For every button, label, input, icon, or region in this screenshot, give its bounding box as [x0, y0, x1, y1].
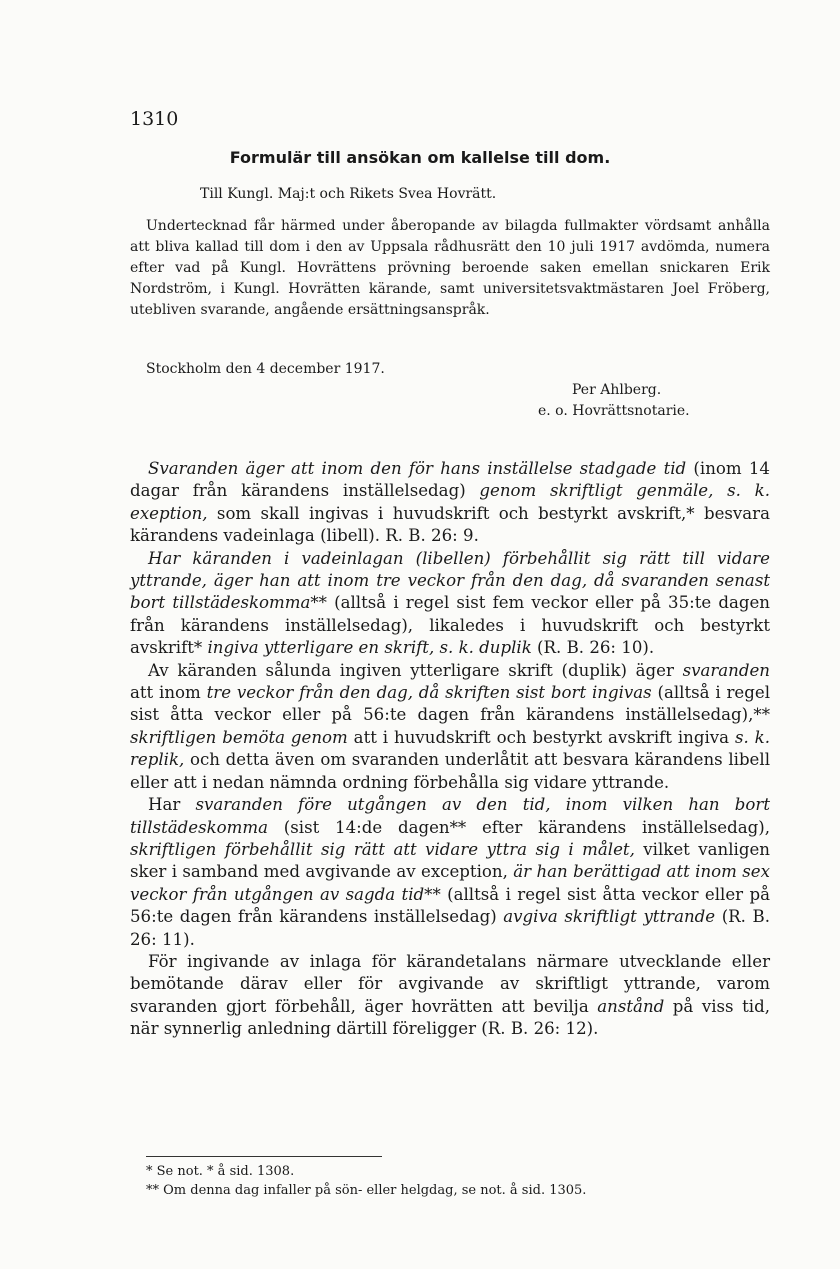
p5-italic-1: anstånd — [597, 996, 665, 1016]
p5-text-1: För ingivande av inlaga för kärandetalans närmare utvecklande eller bemötande därav eller för avgivande av skriftligt yttrande, varom svaranden gjort förbehåll, äger hovrätten att bevilja — [130, 951, 770, 1016]
p4-italic-1: svaranden före utgången av den tid, inom vilken han bort tillstädeskomma — [130, 795, 770, 837]
footnote-1: * Se not. * å sid. 1308. — [146, 1164, 295, 1179]
footnote-2: ** Om denna dag infaller på sön- eller helgdag, se not. å sid. 1305. — [146, 1183, 587, 1198]
p3-text-3: (alltså i regel sist åtta veckor eller på 56:te dagen från kärandens inställelsedag),** — [130, 683, 771, 725]
p4-italic-3: är han berättigad att inom sex veckor från utgången av sagda tid** — [130, 862, 770, 904]
p3-text-5: och detta även om svaranden underlåtit att besvara kärandens libell eller att i nedan nämnda ordning förbehålla sig vidare yttrande. — [130, 750, 770, 792]
p3-italic-1: svaranden — [682, 660, 770, 680]
p2-italic-1: Har käranden i vadeinlagan (libellen) förbehållit sig rätt till vidare yttrande, äger han att inom tre veckor från den dag, då svaranden senast bort tillstädeskomma** — [130, 548, 770, 613]
paragraph-5 — [130, 951, 770, 1041]
p3-italic-3: skriftligen bemöta genom — [130, 727, 348, 747]
page-title: Formulär till ansökan om kallelse till dom. — [229, 148, 611, 167]
form-addressee: Till Kungl. Maj:t och Rikets Svea Hovrätt. — [200, 186, 497, 202]
p3-italic-2: tre veckor från den dag, då skriften sist bort ingivas — [206, 683, 652, 703]
p3-text-4: att i huvudskrift och bestyrkt avskrift ingiva — [347, 727, 735, 747]
form-body-text: Undertecknad får härmed under åberopande av bilagda fullmakter vördsamt anhålla att bliva kallad till dom i den av Uppsala rådhusrätt den 10 juli 1917 avdömda, numera efter vad på Kungl. Hovrättens prövning beroende saken emellan snickaren Erik Nordström, i Kungl. Hovrätten kärande, samt universitetsvaktmästaren Joel Fröberg, utebliven svarande, angående ersättningsanspråk. — [130, 218, 770, 318]
paragraph-3 — [130, 660, 770, 794]
page-number: 1310 — [130, 108, 179, 130]
p3-italic-4: s. k. replik, — [130, 727, 770, 770]
p1-italic-2: genom skriftligt genmäle, s. k. exeption, — [130, 481, 770, 523]
p4-text-3: vilket vanligen sker i samband med avgivande av exception, — [130, 839, 770, 882]
paragraph-1 — [130, 458, 770, 548]
paragraph-4 — [130, 794, 770, 951]
p4-text-2: (sist 14:de dagen** efter kärandens inställelsedag), — [268, 817, 770, 837]
form-place-date: Stockholm den 4 december 1917. — [146, 361, 385, 377]
p2-text-1: (alltså i regel sist fem veckor eller på 35:te dagen från kärandens inställelsedag), likaledes i huvudskrift och bestyrkt avskrift* — [130, 593, 770, 658]
signature-title: e. o. Hovrättsnotarie. — [538, 403, 690, 419]
p4-italic-2: skriftligen förbehållit sig rätt att vidare yttra sig i målet, — [130, 839, 635, 859]
p3-text-2: att inom — [130, 683, 207, 703]
p2-text-2: (R. B. 26: 10). — [531, 638, 655, 658]
p5-text-2: på viss tid, när synnerlig anledning därtill föreligger (R. B. 26: 12). — [130, 996, 770, 1039]
paragraph-2 — [130, 548, 770, 660]
p2-italic-2: ingiva ytterligare en skrift, s. k. duplik — [207, 638, 532, 658]
p3-text-1: Av käranden sålunda ingiven ytterligare skrift (duplik) äger — [148, 660, 683, 680]
main-text — [130, 458, 770, 1041]
p1-text-1: (inom 14 dagar från kärandens inställelsedag) — [130, 459, 770, 501]
p1-italic-1: Svaranden äger att inom den för hans inställelse stadgade tid — [148, 459, 687, 478]
p4-italic-4: avgiva skriftligt yttrande — [503, 907, 716, 927]
p4-text-1: Har — [148, 795, 196, 815]
p4-text-5: (R. B. 26: 11). — [130, 907, 770, 949]
signature-name: Per Ahlberg. — [572, 382, 662, 398]
p4-text-4: (alltså i regel sist åtta veckor eller på 56:te dagen från kärandens inställelsedag) — [130, 884, 770, 927]
footnote-divider — [146, 1156, 382, 1157]
p1-text-2: som skall ingivas i huvudskrift och bestyrkt avskrift,* besvara kärandens vadeinlaga (libell). R. B. 26: 9. — [130, 503, 770, 546]
